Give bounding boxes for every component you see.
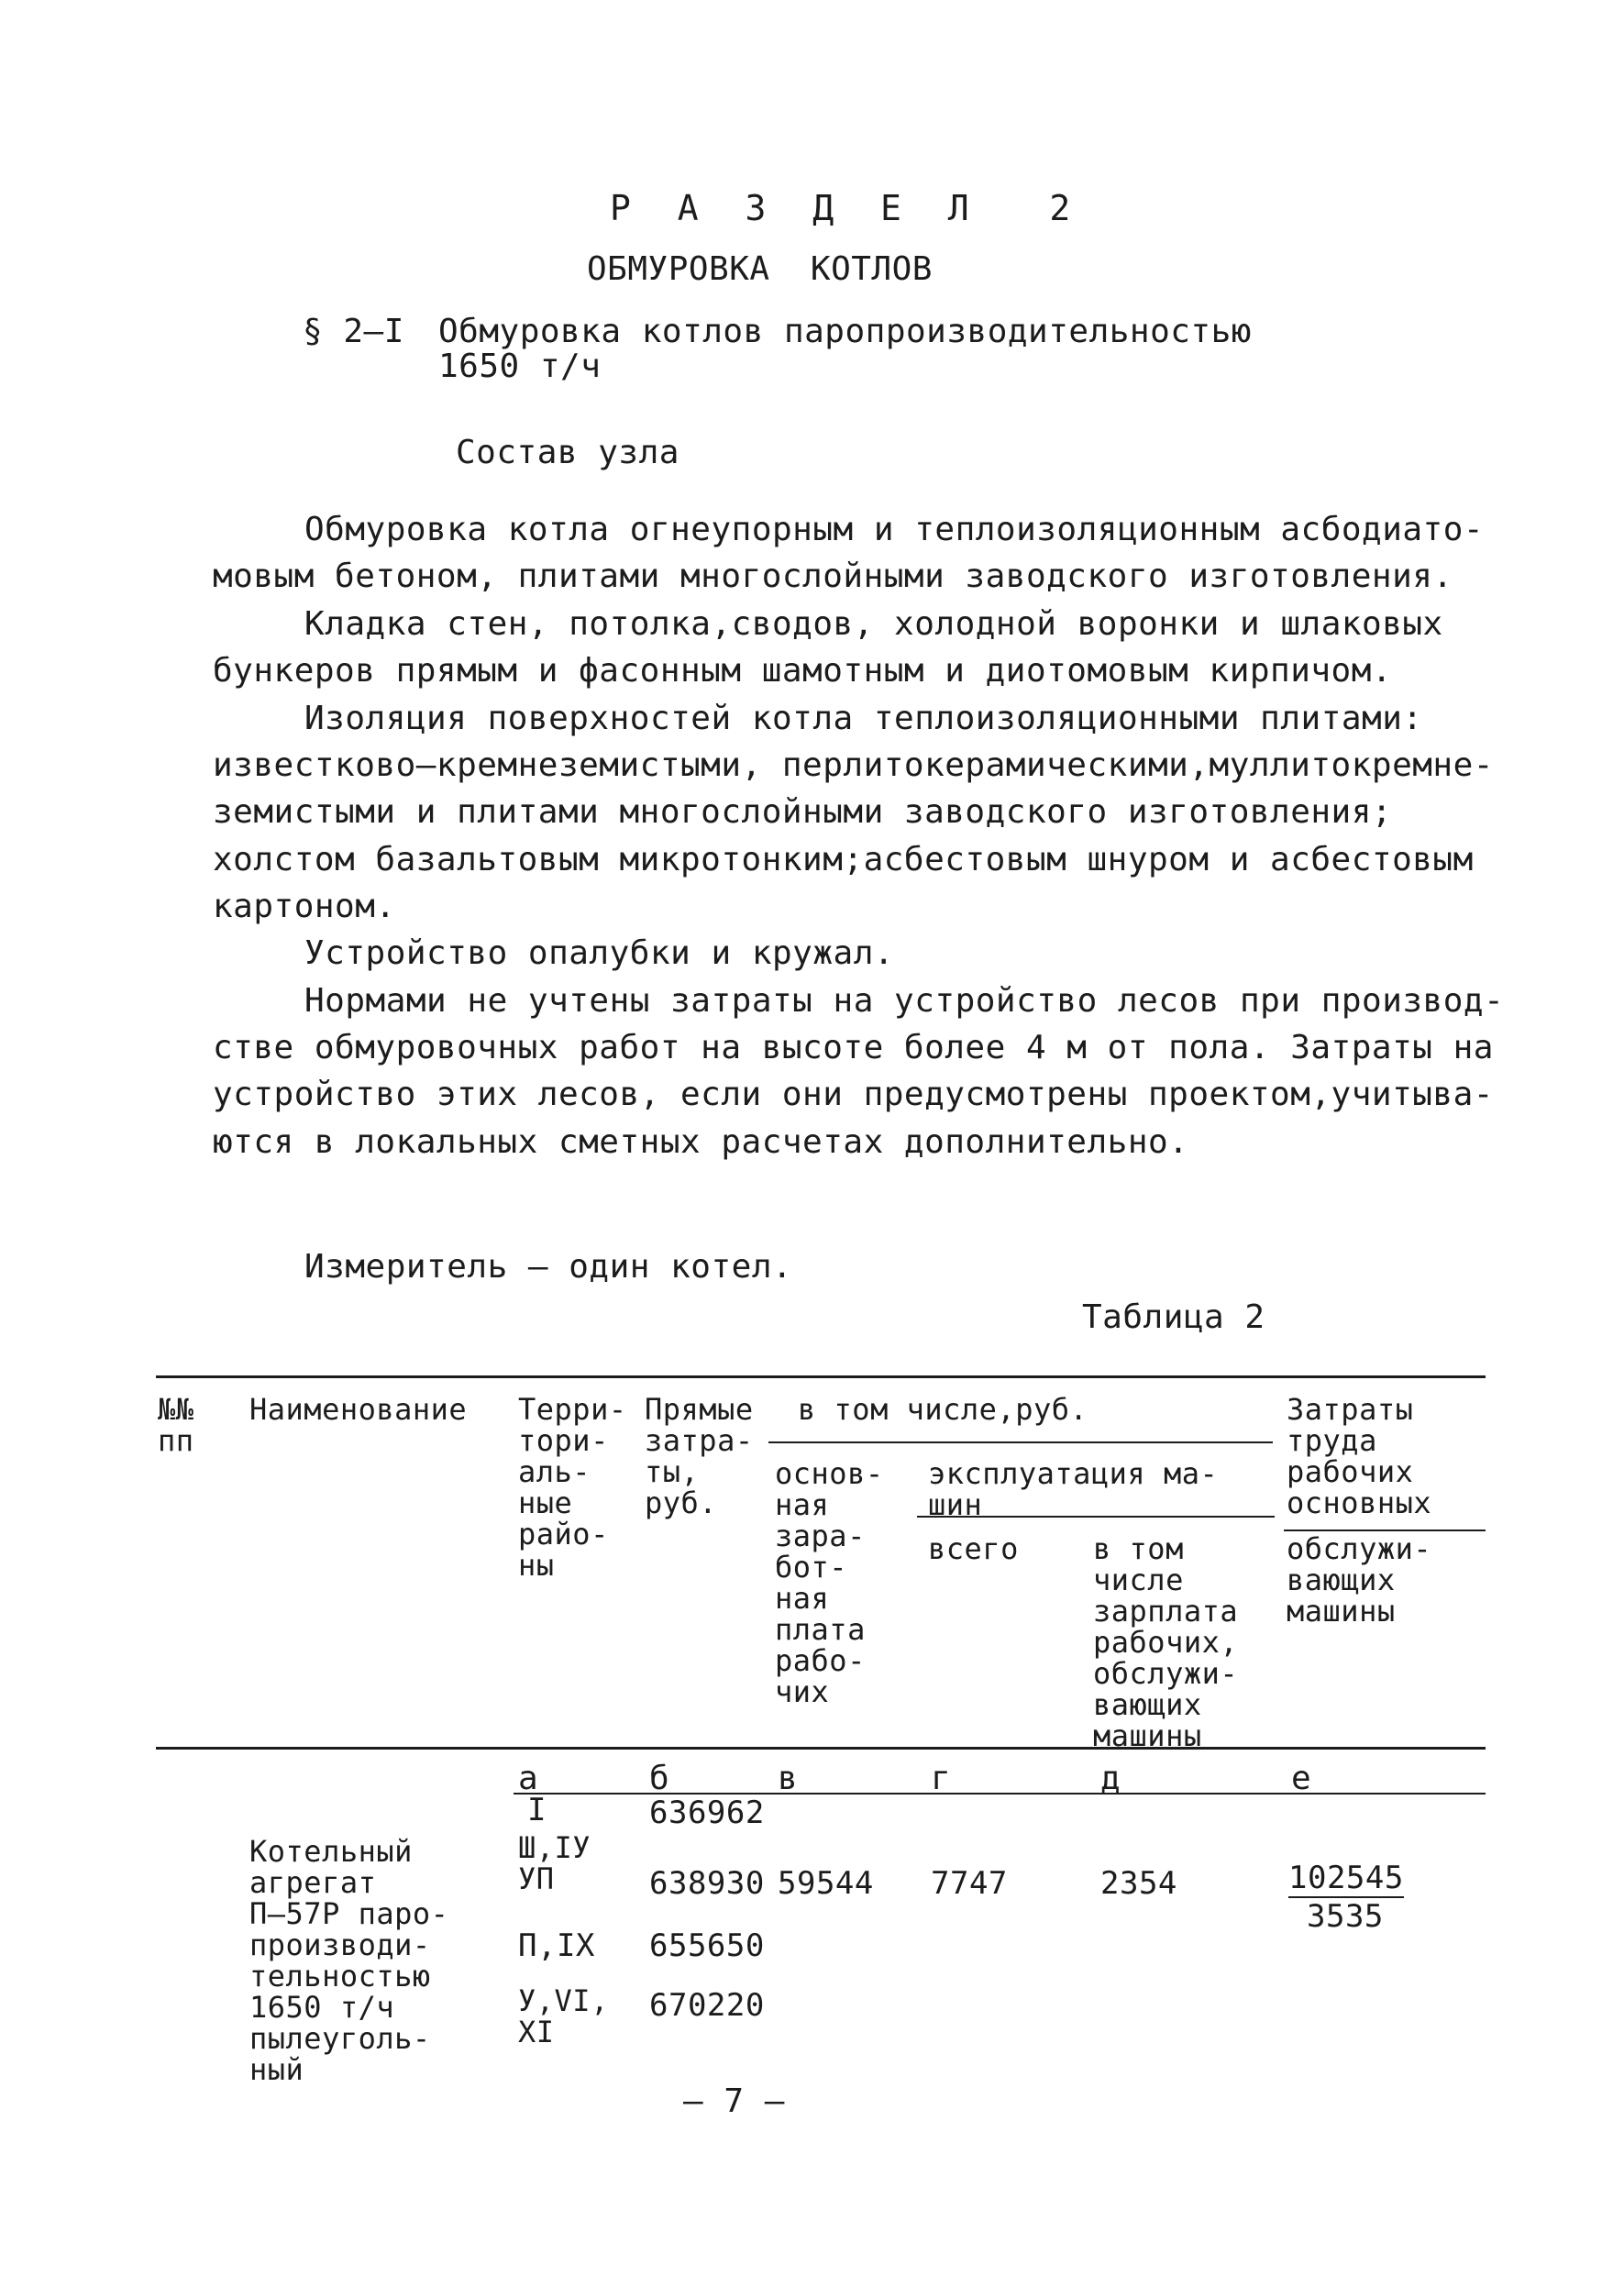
composition-line: холстом базальтовым микротонким;асбестовым шнуром и асбестовым [213, 841, 1474, 878]
row-region: I [527, 1792, 547, 1828]
composition-heading: Состав узла [456, 434, 679, 471]
column-letter: д [1100, 1760, 1121, 1797]
row-name: Котельный агрегат П–57Р паро- производи- тельностью 1650 т/ч пылеуголь- ный [249, 1834, 449, 2087]
composition-line: Устройство опалубки и кружал. [304, 934, 895, 972]
column-letter: в [778, 1760, 799, 1797]
row-region: Ш,IУ УП [518, 1830, 591, 1896]
paragraph-title-line-2: 1650 т/ч [438, 348, 602, 385]
header-direct-costs: Прямые затра- ты, руб. [645, 1392, 754, 1520]
column-letter: е [1291, 1760, 1312, 1797]
row-region: У,VI, XI [518, 1983, 609, 2049]
header-labor-costs: Затраты труда рабочих основных [1287, 1392, 1432, 1520]
header-regions: Терри- тори- аль- ные райо- ны [518, 1392, 627, 1583]
section-title: Р А З Д Е Л 2 [610, 188, 1084, 228]
column-letter: г [931, 1760, 952, 1797]
composition-line: Кладка стен, потолка,сводов, холодной воронки и шлаковых [304, 605, 1443, 643]
header-num: №№ пп [158, 1392, 194, 1458]
header-including: в том числе,руб. [798, 1392, 1088, 1427]
row-direct-cost: 655650 [649, 1927, 765, 1964]
table-label: Таблица 2 [1082, 1298, 1265, 1336]
row-region: П,IX [518, 1927, 595, 1964]
header-machine-wage: в том числе зарплата рабочих, обслужи- вающих машины [1093, 1531, 1239, 1753]
row-base-wage: 59544 [778, 1865, 874, 1902]
table-top-rule [156, 1375, 1486, 1378]
row-labor-main: 102545 [1288, 1860, 1404, 1896]
header-name: Наименование [249, 1392, 468, 1427]
column-letter: б [649, 1760, 670, 1797]
header-bottom-rule [156, 1747, 1486, 1750]
column-letter: а [518, 1760, 539, 1797]
composition-line: устройство этих лесов, если они предусмотрены проектом,учитыва- [213, 1076, 1494, 1113]
header-labor-machine: обслужи- вающих машины [1287, 1531, 1432, 1629]
composition-line: стве обмуровочных работ на высоте более 4 м от пола. Затраты на [213, 1029, 1494, 1066]
header-machine-total: всего [928, 1531, 1019, 1566]
row-machine-wage: 2354 [1100, 1865, 1177, 1902]
including-rule [768, 1441, 1273, 1443]
header-machine-operation: эксплуатация ма- шин [928, 1456, 1219, 1522]
composition-line: известково–кремнеземистыми, перлитокерамическими,муллитокремне- [213, 746, 1494, 784]
paragraph-title-line-1: Обмуровка котлов паропроизводительностью [438, 313, 1252, 350]
meter-text: Измеритель – один котел. [304, 1248, 793, 1286]
row-machine-total: 7747 [931, 1865, 1008, 1902]
composition-line: ются в локальных сметных расчетах дополнительно. [213, 1123, 1189, 1161]
composition-line: Обмуровка котла огнеупорным и теплоизоляционным асбодиато- [304, 511, 1485, 548]
row-direct-cost: 670220 [649, 1987, 765, 2024]
row-direct-cost: 636962 [649, 1795, 765, 1831]
row-labor-machine: 3535 [1307, 1898, 1384, 1935]
composition-line: Изоляция поверхностей котла теплоизоляционными плитами: [304, 700, 1423, 737]
composition-line: земистыми и плитами многослойными заводского изготовления; [213, 793, 1393, 831]
page-number: – 7 – [683, 2082, 785, 2120]
composition-line: бункеров прямым и фасонным шамотным и диотомовым кирпичом. [213, 652, 1393, 690]
paragraph-mark: § 2–I [303, 313, 404, 350]
row-direct-cost: 638930 [649, 1865, 765, 1902]
composition-line: картоном. [213, 888, 396, 925]
header-base-wage: основ- ная зара- бот- ная плата рабо- чих [775, 1456, 884, 1709]
section-subtitle: ОБМУРОВКА КОТЛОВ [587, 250, 933, 288]
composition-line: Нормами не учтены затраты на устройство лесов при производ- [304, 982, 1505, 1020]
composition-line: мовым бетоном, плитами многослойными заводского изготовления. [213, 558, 1453, 595]
